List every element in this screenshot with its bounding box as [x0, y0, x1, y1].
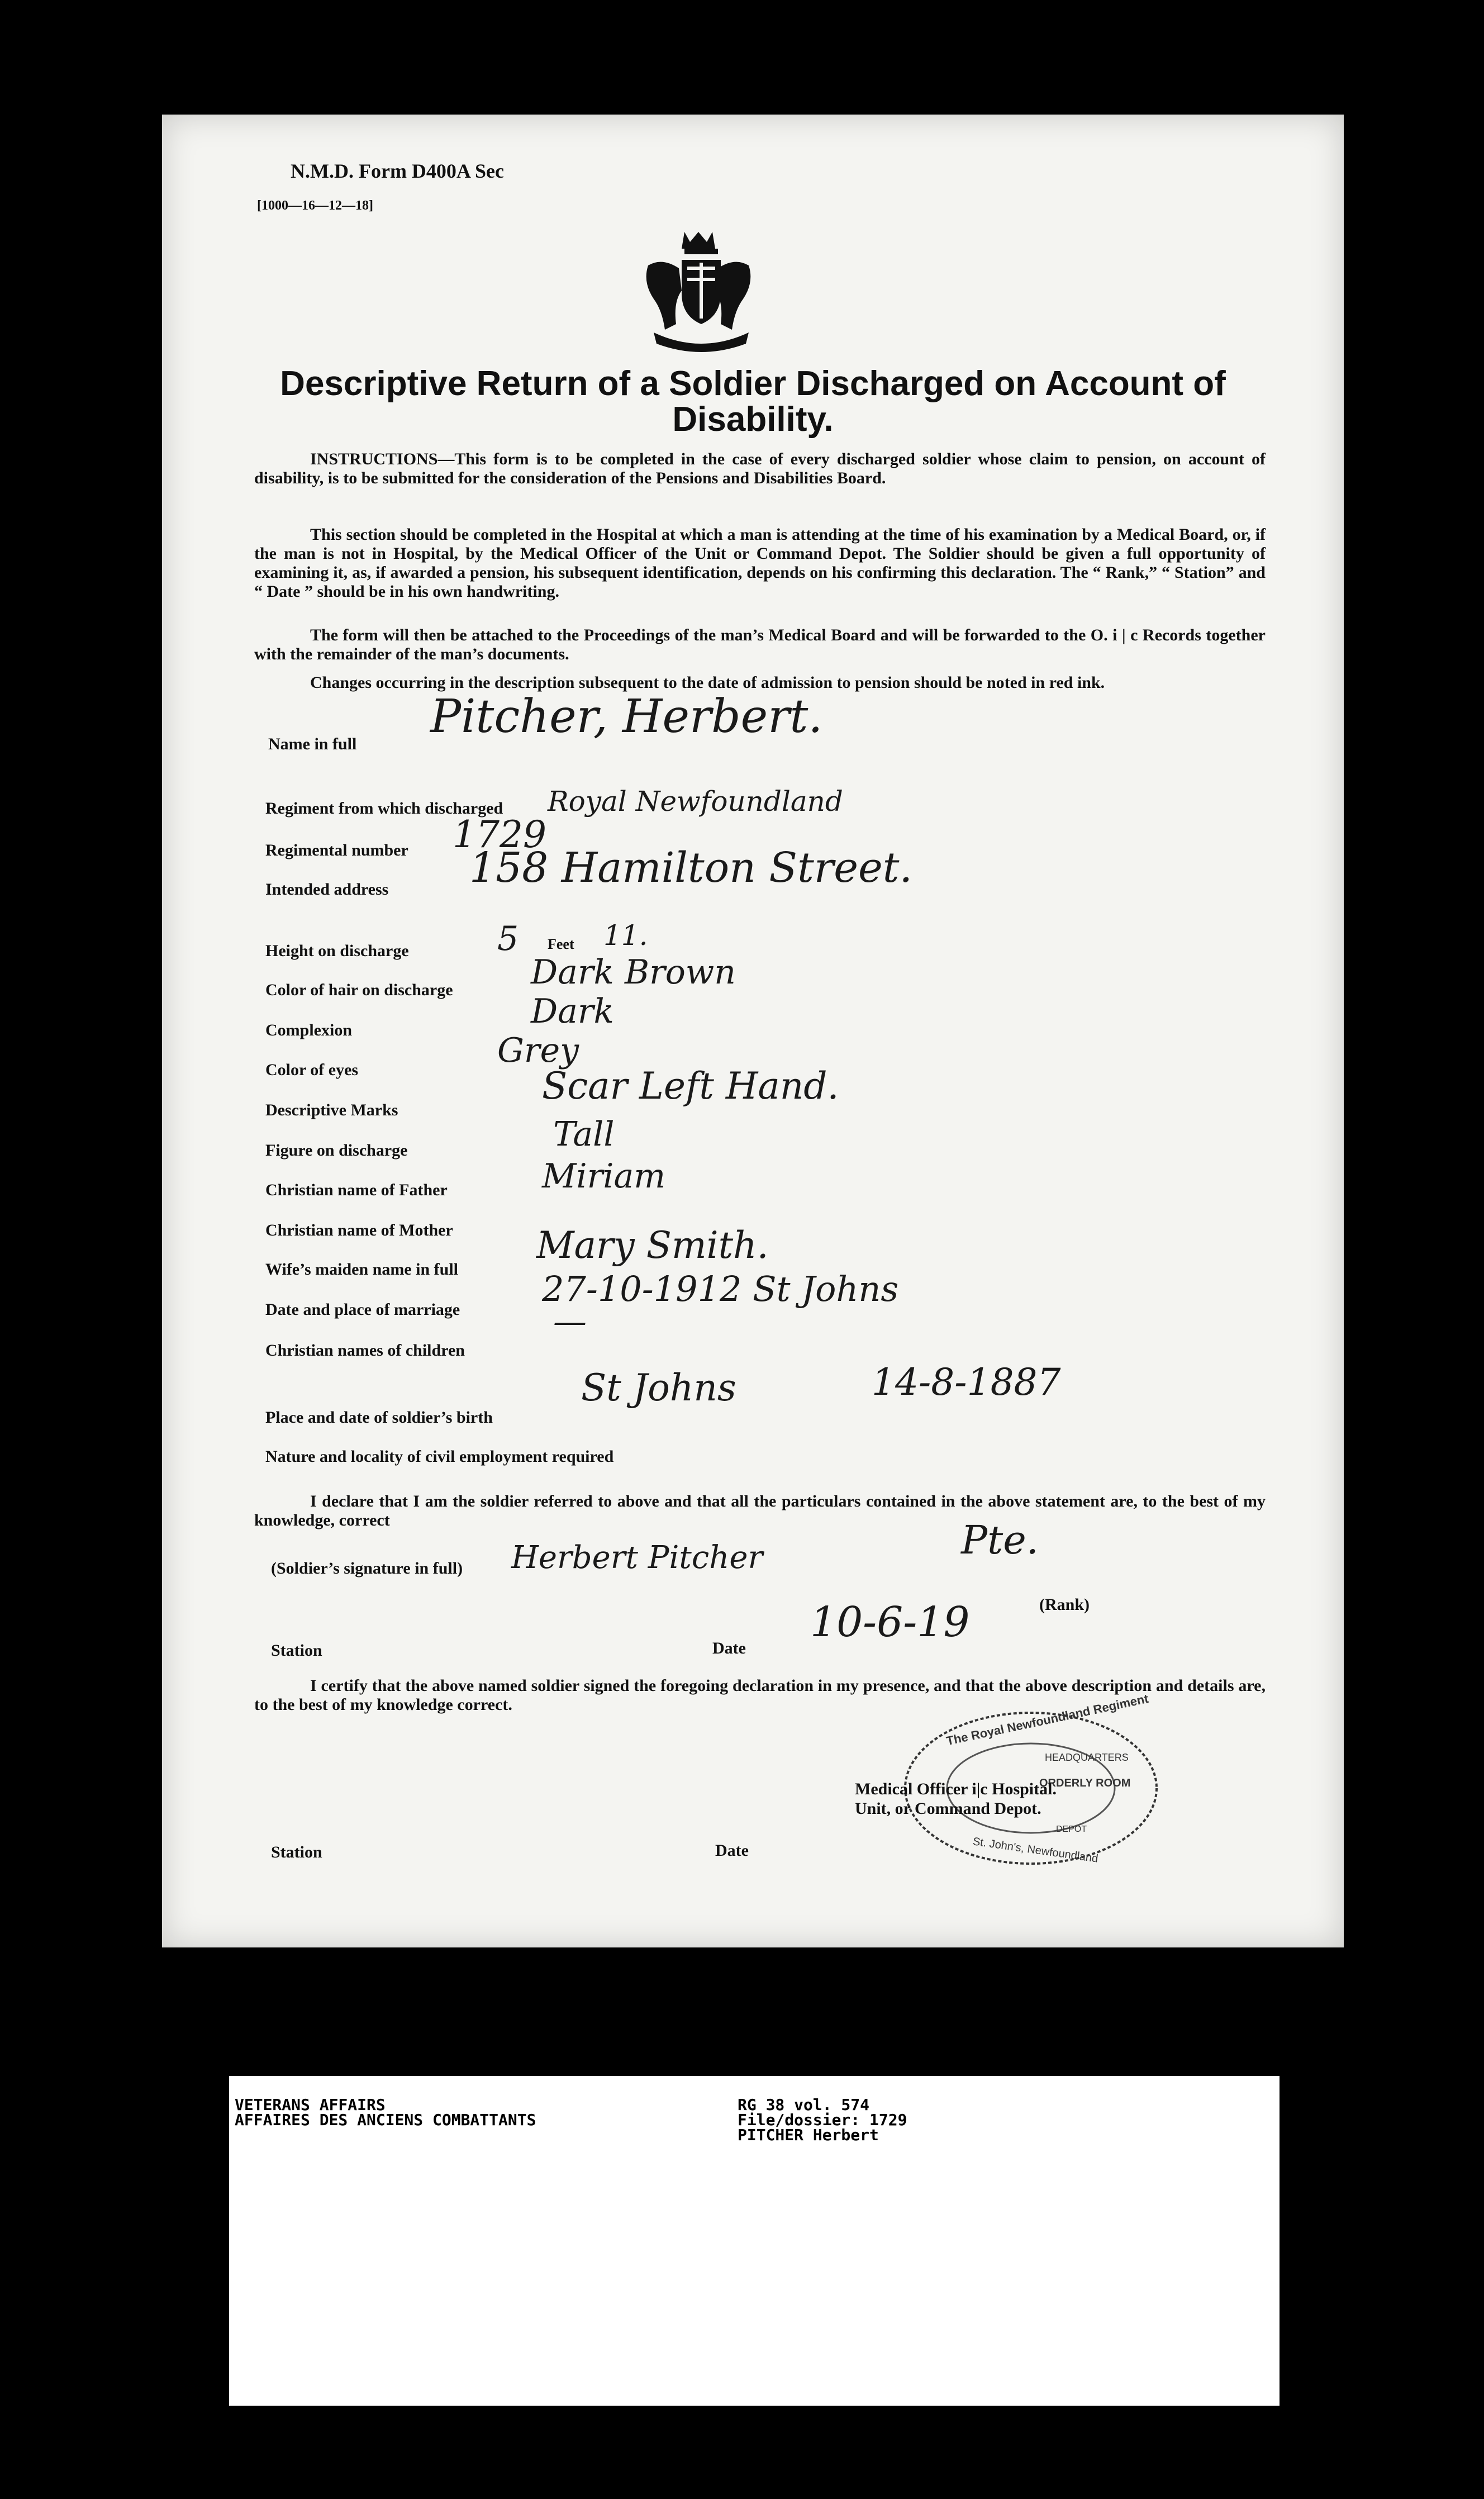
instructions-paragraph-4 [254, 673, 1266, 692]
card-agency-fr: AFFAIRES DES ANCIENS COMBATTANTS [235, 2111, 536, 2129]
stamp-bottom-text: St. John's, Newfoundland [972, 1835, 1099, 1865]
father-label: Christian name of Father [265, 1181, 448, 1199]
card-file: File/dossier: 1729 [738, 2111, 907, 2129]
card-name: PITCHER Herbert [738, 2126, 879, 2144]
height-feet-label: Feet [548, 936, 574, 952]
certificate-date-label: Date [715, 1841, 749, 1860]
instructions-text-2: This section should be completed in the Hospital at which a man is attending at the time of his examination by a Medical Board, or, if the man is not in Hospital, by the Medical Officer of the Unit or Command Depot. The Soldier should be given a full opportunity of examining it, as, if awarded a pension, his subsequent identification, depends on his confirming this declaration. The “ Rank,” “ Station” and “ Date ” should be in his own handwriting. [254, 525, 1266, 601]
instructions-text-1: INSTRUCTIONS—This form is to be completed in the case of every discharged soldier whose claim to pension, on account of disability, is to be submitted for the consideration of the Pensions and Disabilities Board. [254, 450, 1266, 487]
rank-value: Pte. [961, 1517, 1039, 1563]
archive-card [229, 2076, 1280, 2406]
complexion-label: Complexion [265, 1021, 353, 1039]
stamp-depot-text: DEPOT [1056, 1825, 1087, 1834]
name-value: Pitcher, Herbert. [430, 690, 823, 743]
signature-value: Herbert Pitcher [511, 1540, 763, 1576]
stamp-middle-text: ORDERLY ROOM [1039, 1777, 1131, 1789]
rank-label: (Rank) [1039, 1595, 1090, 1614]
mother-label: Christian name of Mother [265, 1221, 453, 1239]
eyes-value: Grey [497, 1031, 579, 1070]
height-inches-value: 11. [603, 919, 648, 952]
height-feet-value: 5 [497, 919, 519, 958]
marks-label: Descriptive Marks [265, 1101, 398, 1119]
address-value: 158 Hamilton Street. [469, 844, 913, 892]
print-code: [1000—16—12—18] [257, 198, 373, 213]
declaration-text: I declare that I am the soldier referred to above and that all the particulars contained in the above statement are, to the best of my knowledge, correct [254, 1492, 1266, 1529]
regimental-number-value: 1729 [453, 813, 546, 856]
regiment-label: Regiment from which discharged [265, 799, 503, 818]
employment-label: Nature and locality of civil employment required [265, 1447, 614, 1466]
card-volume: RG 38 vol. 574 [738, 2096, 870, 2114]
figure-label: Figure on discharge [265, 1141, 408, 1160]
instructions-paragraph-1 [254, 450, 1266, 488]
marriage-value: 27-10-1912 St Johns [542, 1268, 899, 1309]
instructions-paragraph-2 [254, 525, 1266, 601]
card-agency-en: VETERANS AFFAIRS [235, 2096, 386, 2114]
birth-date-value: 14-8-1887 [872, 1361, 1061, 1404]
form-number: N.M.D. Form D400A Sec [291, 160, 504, 182]
officer-line-1: Medical Officer i|c Hospital. [855, 1780, 1057, 1798]
eyes-label: Color of eyes [265, 1061, 359, 1079]
royal-crest-icon [631, 226, 765, 355]
children-label: Christian names of children [265, 1341, 465, 1360]
stamp-top-text: The Royal Newfoundland Regiment [945, 1691, 1150, 1749]
birth-label: Place and date of soldier’s birth [265, 1408, 493, 1427]
declaration-date-label: Date [712, 1639, 746, 1657]
declaration-station-label: Station [271, 1641, 322, 1660]
certificate-station-label: Station [271, 1843, 322, 1861]
signature-label: (Soldier’s signature in full) [271, 1559, 463, 1578]
marriage-label: Date and place of marriage [265, 1300, 460, 1319]
height-label: Height on discharge [265, 942, 409, 960]
marks-value: Scar Left Hand. [542, 1065, 839, 1108]
complexion-value: Dark [531, 992, 614, 1031]
instructions-text-3: The form will then be attached to the Proceedings of the man’s Medical Board and will be forwarded to the O. i | c Records together with the remainder of the man’s documents. [254, 626, 1266, 663]
instructions-text-4: Changes occurring in the description subsequent to the date of admission to pension should be noted in red ink. [310, 673, 1105, 692]
officer-line-2: Unit, or Command Depot. [855, 1799, 1041, 1818]
wife-label: Wife’s maiden name in full [265, 1260, 459, 1279]
declaration-date-value: 10-6-19 [810, 1598, 970, 1646]
birth-place-value: St Johns [581, 1366, 736, 1409]
form-title: Descriptive Return of a Soldier Discharged on Account of Disability. [280, 364, 1226, 439]
hair-value: Dark Brown [531, 953, 736, 992]
wife-value: Mary Smith. [536, 1224, 769, 1267]
name-label: Name in full [268, 735, 357, 753]
certificate-text: I certify that the above named soldier signed the foregoing declaration in my presence, and that the above description and details are, to the best of my knowledge correct. [254, 1676, 1266, 1714]
address-label: Intended address [265, 880, 389, 899]
instructions-paragraph-3 [254, 626, 1266, 664]
regimental-number-label: Regimental number [265, 841, 408, 859]
declaration-paragraph [254, 1492, 1266, 1530]
document-sheet [162, 115, 1344, 1947]
regiment-value: Royal Newfoundland [548, 785, 843, 818]
figure-value: Tall [553, 1115, 615, 1154]
children-value: — [553, 1302, 587, 1341]
stamp-hq-text: HEADQUARTERS [1045, 1752, 1129, 1763]
hair-label: Color of hair on discharge [265, 981, 453, 999]
father-value: Miriam [542, 1157, 666, 1196]
